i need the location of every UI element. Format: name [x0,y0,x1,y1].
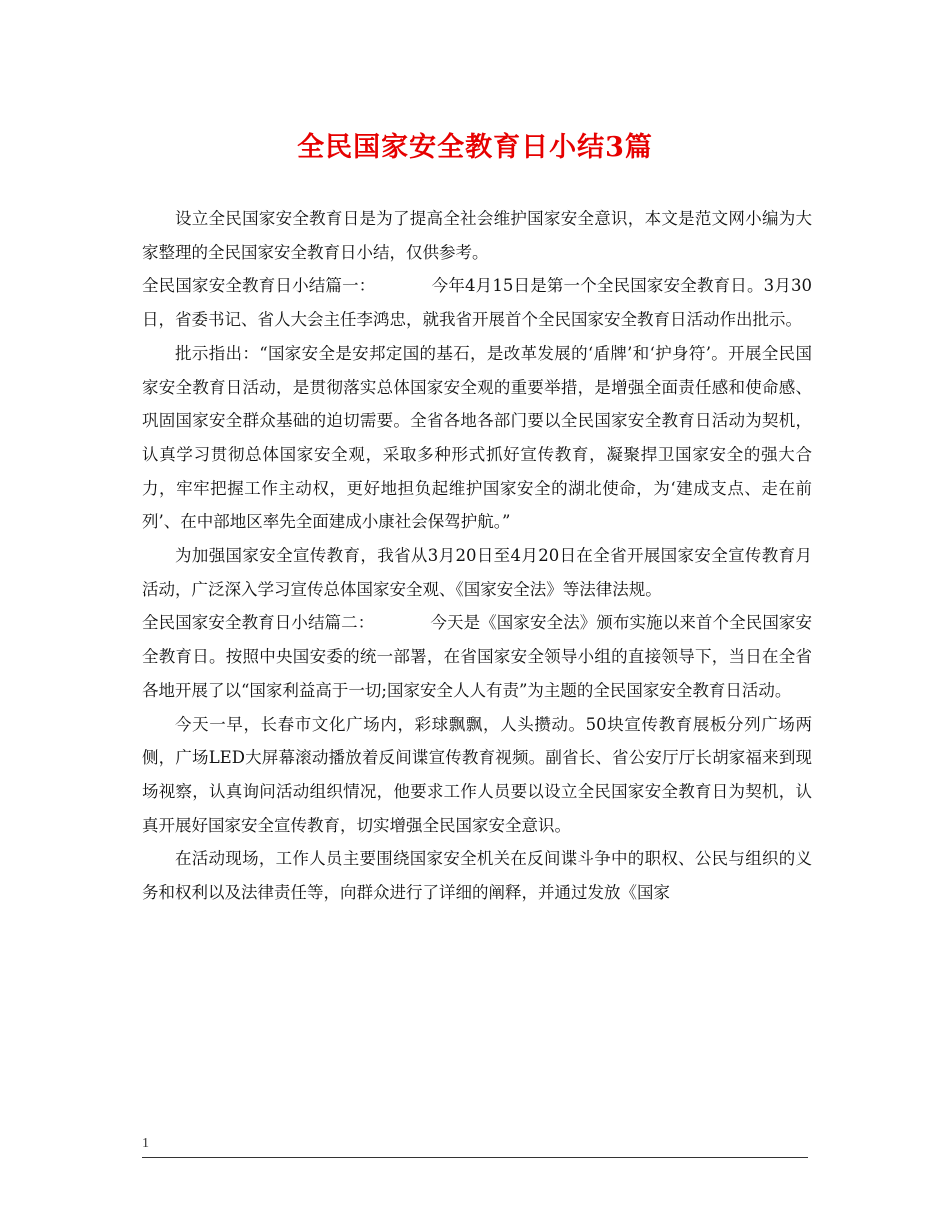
page-number: 1 [142,1136,149,1151]
part2-paragraph-3: 在活动现场，工作人员主要围绕国家安全机关在反间谍斗争中的职权、公民与组织的义务和权利以及法律责任等，向群众进行了详细的阐释，并通过发放《国家 [142,849,812,903]
part1-paragraph-3: 为加强国家安全宣传教育，我省从3月20日至4月20日在全省开展国家安全宣传教育月活动，广泛深入学习宣传总体国家安全观、《国家安全法》等法律法规。 [142,546,812,599]
part1-lead-text: 今年4月15日是第一个全民国家安全教育日。3月30日，省委书记、省人大会主任李鸿忠，就我省开展首个全民国家安全教育日活动作出批示。 [142,276,812,330]
footer-divider [142,1157,808,1158]
part1-paragraph-2: 批示指出：“国家安全是安邦定国的基石，是改革发展的‘盾牌’和‘护身符’。开展全民国家安全教育日活动，是贯彻落实总体国家安全观的重要举措，是增强全面责任感和使命感、巩固国家安全群众基础的迫切需要。全省各地各部门要以全民国家安全教育日活动为契机，认真学习贯彻总体国家安全观，采取多种形式抓好宣传教育，凝聚捍卫国家安全的强大合力，牢牢把握工作主动权，更好地担负起维护国家安全的湖北使命，为‘建成支点、走在前列’、在中部地区率先全面建成小康社会保驾护航。” [142,343,812,532]
part2-lead-text: 今天是《国家安全法》颁布实施以来首个全民国家安全教育日。按照中央国安委的统一部署，在省国家安全领导小组的直接领导下，当日在全省各地开展了以“国家利益高于一切;国家安全人人有责”为主题的全民国家安全教育日活动。 [142,613,813,700]
part1-first-paragraph [142,269,812,336]
document-body [142,202,812,910]
part2-first-paragraph [142,606,812,707]
document-title: 全民国家安全教育日小结3篇 [297,132,653,163]
part2-paragraph-2: 今天一早，长春市文化广场内，彩球飘飘，人头攒动。50块宣传教育展板分列广场两侧，广场LED大屏幕滚动播放着反间谍宣传教育视频。副省长、省公安厅厅长胡家福来到现场视察，认真询问活动组织情况，他要求工作人员要以设立全民国家安全教育日为契机，认真开展好国家安全宣传教育，切实增强全民国家安全意识。 [142,714,812,835]
part2-heading: 全民国家安全教育日小结篇二： [142,613,375,633]
intro-paragraph: 设立全民国家安全教育日是为了提高全社会维护国家安全意识，本文是范文网小编为大家整理的全民国家安全教育日小结，仅供参考。 [142,209,812,262]
part1-heading: 全民国家安全教育日小结篇一： [142,276,376,296]
